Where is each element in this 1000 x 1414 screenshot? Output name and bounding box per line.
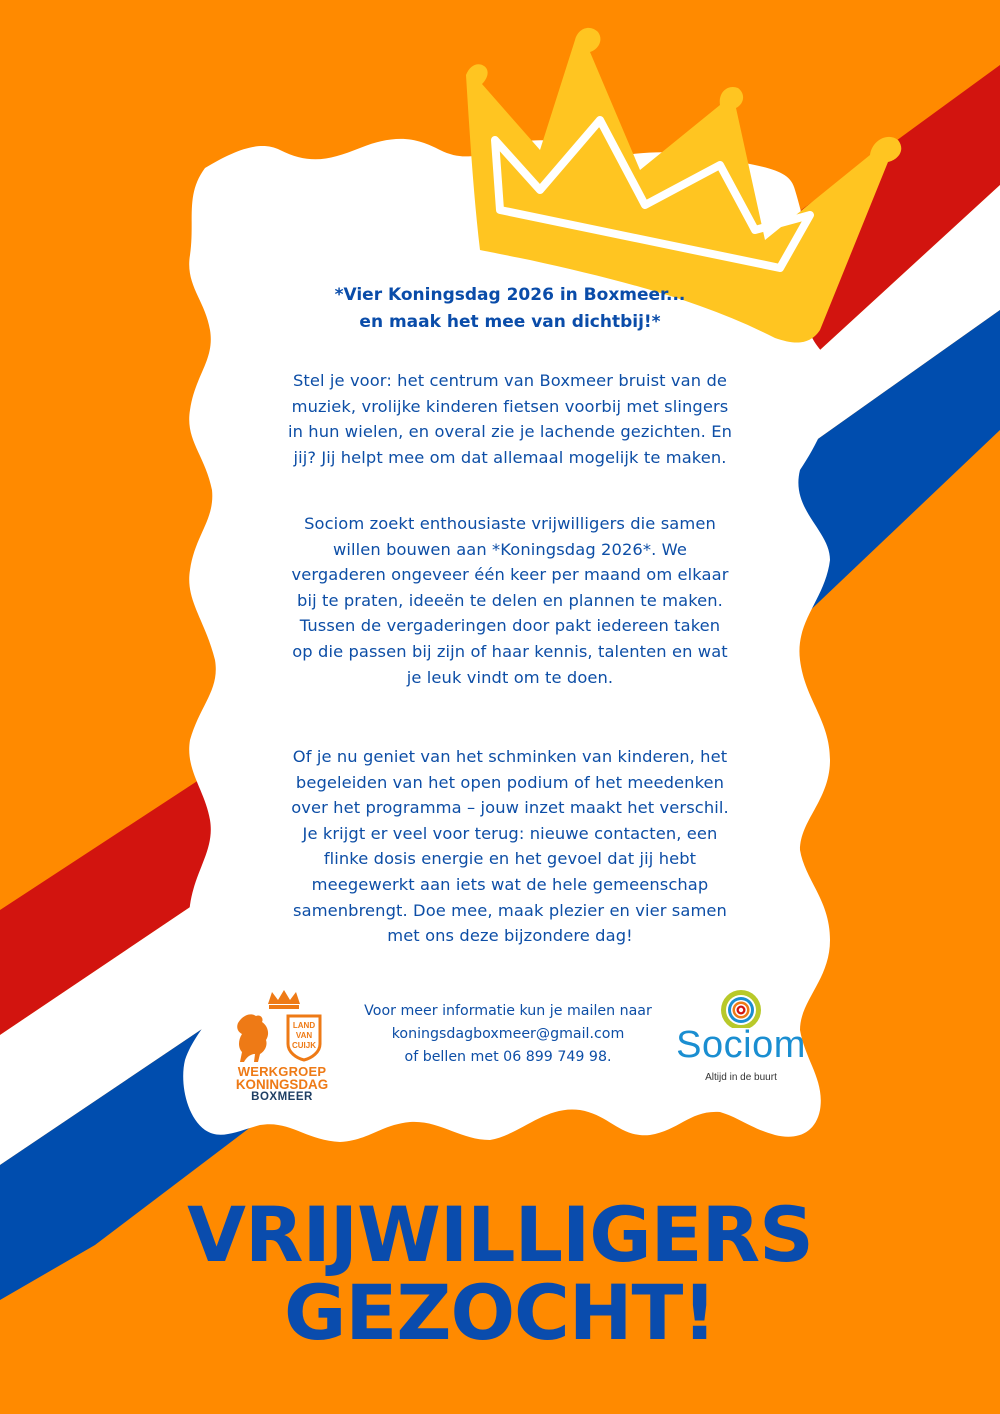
- paragraph-line: Sociom zoekt enthousiaste vrijwilligers die samen: [304, 514, 716, 533]
- werkgroep-label: WERKGROEP: [237, 1064, 327, 1079]
- contact-phone-line: of bellen met 06 899 749 98.: [404, 1049, 612, 1065]
- sociom-tagline: Altijd in de buurt: [705, 1072, 777, 1083]
- paragraph-intro: [220, 368, 800, 470]
- paragraph-line: samenbrengt. Doe mee, maak plezier en vier samen: [293, 900, 727, 920]
- headline-line-2: GEZOCHT!: [284, 1268, 716, 1357]
- subtitle-line-2: en maak het mee van dichtbij!*: [359, 312, 661, 332]
- paragraph-line: bij te praten, ideeën te delen en plannen te maken.: [297, 590, 723, 610]
- concentric-circles-icon: [670, 988, 810, 1028]
- headline: [0, 1190, 1000, 1357]
- headline-line-1: VRIJWILLIGERS: [187, 1190, 813, 1279]
- shield-text-van: VAN: [295, 1031, 313, 1040]
- paragraph-line: over het programma – jouw inzet maakt het verschil.: [291, 798, 729, 818]
- paragraph-line: muziek, vrolijke kinderen fietsen voorbij met slingers: [291, 396, 729, 416]
- sociom-logo: [670, 988, 810, 1098]
- paragraph-line: op die passen bij zijn of haar kennis, talenten en wat: [292, 641, 728, 661]
- contact-info: [318, 1000, 698, 1069]
- boxmeer-label: BOXMEER: [251, 1091, 313, 1103]
- paragraph-line: je leuk vindt om te doen.: [406, 667, 614, 687]
- paragraph-line: Je krijgt er veel voor terug: nieuwe contacten, een: [302, 823, 718, 843]
- paragraph-line: flinke dosis energie en het gevoel dat jij hebt: [323, 849, 697, 869]
- paragraph-line: in hun wielen, en overal zie je lachende gezichten. En: [287, 422, 733, 442]
- shield-text-land: LAND: [292, 1021, 316, 1030]
- paragraph-volunteers: [220, 511, 800, 690]
- contact-email-link[interactable]: koningsdagboxmeer@gmail.com: [391, 1026, 625, 1042]
- subtitle-block: [220, 282, 800, 336]
- paragraph-line: Tussen de vergaderingen door pakt iedereen taken: [299, 616, 721, 636]
- paragraph-line: met ons deze bijzondere dag!: [387, 926, 633, 946]
- subtitle-line-1: *Vier Koningsdag 2026 in Boxmeer...: [334, 285, 686, 305]
- paragraph-line: vergaderen ongeveer één keer per maand om elkaar: [291, 565, 729, 585]
- paragraph-line: meegewerkt aan iets wat de hele gemeenschap: [311, 874, 709, 894]
- sociom-name: Sociom: [676, 1024, 806, 1066]
- paragraph-line: jij? Jij helpt mee om dat allemaal mogelijk te maken.: [293, 447, 727, 467]
- paragraph-line: Of je nu geniet van het schminken van kinderen, het: [292, 747, 728, 766]
- paragraph-line: begeleiden van het open podium of het meedenken: [295, 772, 725, 792]
- shield-text-cuijk: CUIJK: [291, 1041, 317, 1050]
- contact-line-1: Voor meer informatie kun je mailen naar: [364, 1003, 652, 1019]
- paragraph-line: willen bouwen aan *Koningsdag 2026*. We: [332, 539, 688, 559]
- paragraph-benefits: [220, 744, 800, 949]
- koningsdag-label: KONINGSDAG: [235, 1077, 329, 1092]
- paragraph-line: Stel je voor: het centrum van Boxmeer bruist van de: [293, 371, 727, 390]
